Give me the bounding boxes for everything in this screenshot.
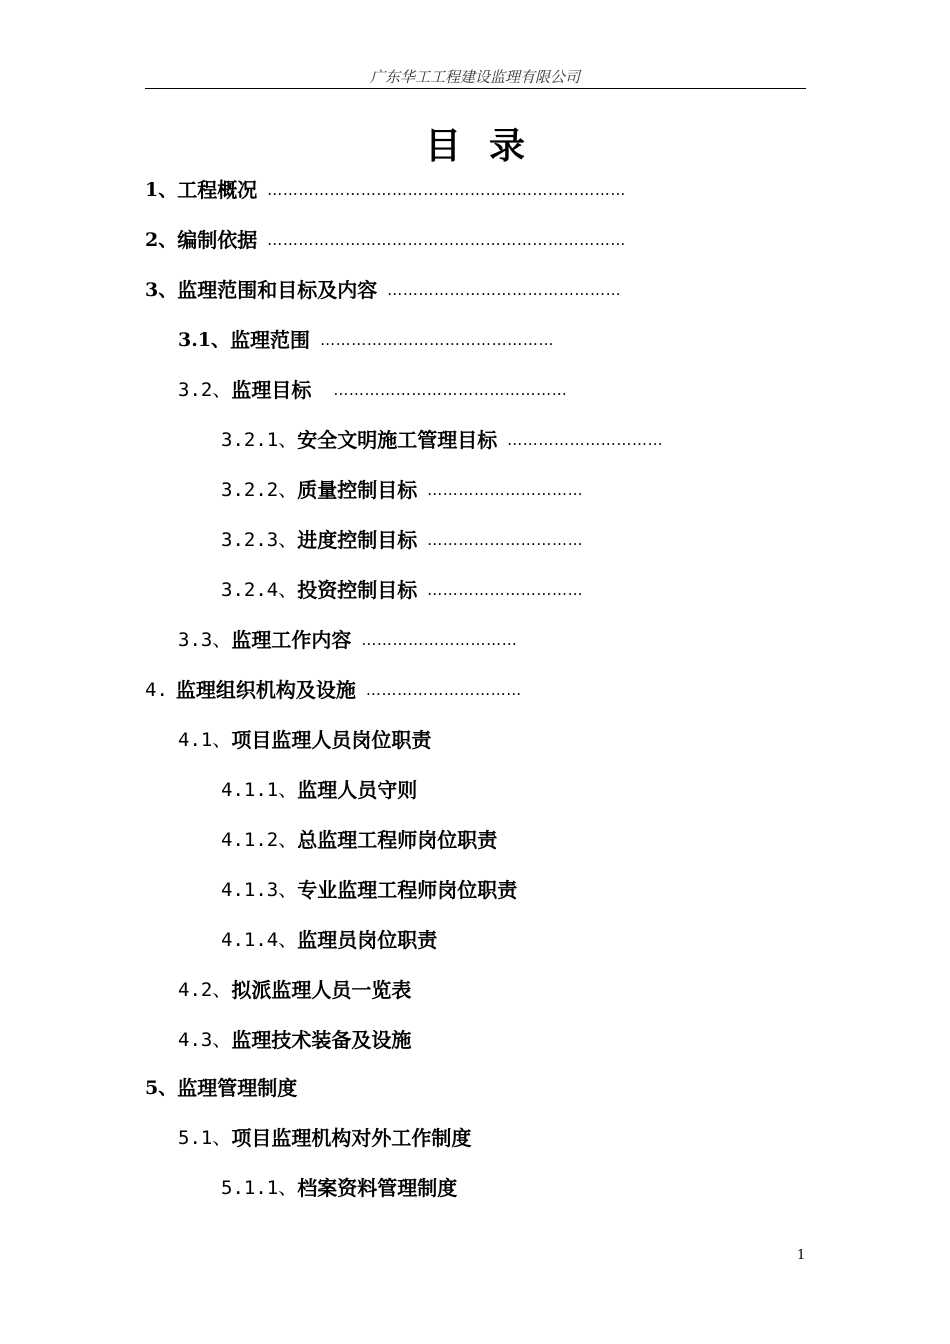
- toc-entry-number: 4.3、: [178, 1029, 232, 1051]
- toc-entry-label: 编制依据: [177, 228, 258, 252]
- toc-entry-4[interactable]: [145, 675, 522, 705]
- toc-entry-label: 监理工作内容: [231, 628, 352, 652]
- toc-entry-number: 3.2.4、: [221, 579, 298, 601]
- toc-entry-leader: …………………………: [427, 531, 584, 549]
- toc-entry-number: 3.2.2、: [221, 479, 298, 501]
- toc-entry-5-1-1[interactable]: [221, 1173, 457, 1203]
- toc-entry-3-1[interactable]: [178, 325, 554, 355]
- toc-entry-number: 4.: [145, 679, 168, 701]
- header-company-name: 广东华工工程建设监理有限公司: [369, 68, 580, 86]
- toc-entry-3-2-2[interactable]: [221, 475, 583, 505]
- toc-entry-label: 质量控制目标: [297, 478, 418, 502]
- toc-entry-leader: …………………………: [427, 581, 584, 599]
- toc-entry-label: 监理范围: [230, 328, 311, 352]
- toc-entry-label: 监理组织机构及设施: [175, 678, 356, 702]
- toc-entry-4-1[interactable]: [178, 725, 431, 755]
- toc-entry-number: 4.1.3、: [221, 879, 298, 901]
- toc-entry-3-2-1[interactable]: [221, 425, 663, 455]
- toc-entry-label: 投资控制目标: [297, 578, 418, 602]
- toc-entry-5-1[interactable]: [178, 1123, 471, 1153]
- toc-entry-leader: ……………………………………………………………: [267, 231, 627, 249]
- toc-entry-1[interactable]: [145, 175, 626, 205]
- toc-entry-leader: ……………………………………………………………: [267, 181, 627, 199]
- toc-entry-3-2-3[interactable]: [221, 525, 583, 555]
- toc-entry-number: 5、: [145, 1077, 178, 1099]
- toc-entry-number: 3.2、: [178, 379, 232, 401]
- toc-entry-5[interactable]: [145, 1073, 297, 1103]
- toc-entry-leader: ………………………………………: [333, 381, 568, 399]
- toc-entry-2[interactable]: [145, 225, 626, 255]
- toc-entry-number: 3.1、: [178, 329, 231, 351]
- toc-entry-label: 监理人员守则: [297, 778, 418, 802]
- toc-entry-label: 监理管理制度: [177, 1076, 298, 1100]
- toc-entry-label: 总监理工程师岗位职责: [297, 828, 498, 852]
- toc-entry-leader: ………………………………………: [387, 281, 622, 299]
- toc-entry-label: 项目监理机构对外工作制度: [231, 1126, 472, 1150]
- toc-entry-label: 进度控制目标: [297, 528, 418, 552]
- toc-entry-number: 3.2.3、: [221, 529, 298, 551]
- toc-entry-label: 拟派监理人员一览表: [231, 978, 412, 1002]
- toc-entry-4-1-4[interactable]: [221, 925, 437, 955]
- toc-entry-leader: …………………………: [427, 481, 584, 499]
- toc-entry-number: 3.3、: [178, 629, 232, 651]
- toc-entry-label: 监理员岗位职责: [297, 928, 438, 952]
- toc-entry-number: 2、: [145, 229, 178, 251]
- toc-entry-4-1-3[interactable]: [221, 875, 517, 905]
- toc-entry-leader: …………………………: [365, 681, 522, 699]
- toc-entry-leader: ………………………………………: [320, 331, 555, 349]
- toc-entry-label: 安全文明施工管理目标: [297, 428, 498, 452]
- toc-entry-4-1-1[interactable]: [221, 775, 417, 805]
- toc-entry-label: 监理目标: [231, 378, 312, 402]
- toc-entry-number: 3.2.1、: [221, 429, 298, 451]
- toc-entry-number: 4.1、: [178, 729, 232, 751]
- toc-entry-3-3[interactable]: [178, 625, 517, 655]
- toc-entry-3-2[interactable]: [178, 375, 567, 405]
- toc-entry-label: 监理技术装备及设施: [231, 1028, 412, 1052]
- toc-entry-leader: …………………………: [507, 431, 664, 449]
- toc-entry-number: 4.2、: [178, 979, 232, 1001]
- toc-entry-4-2[interactable]: [178, 975, 411, 1005]
- toc-entry-number: 1、: [145, 179, 178, 201]
- page-title: 目录: [424, 125, 553, 167]
- toc-entry-label: 项目监理人员岗位职责: [231, 728, 432, 752]
- toc-entry-3[interactable]: [145, 275, 621, 305]
- toc-entry-4-3[interactable]: [178, 1025, 411, 1055]
- toc-entry-4-1-2[interactable]: [221, 825, 497, 855]
- toc-entry-number: 5.1、: [178, 1127, 232, 1149]
- toc-entry-number: 4.1.4、: [221, 929, 298, 951]
- toc-entry-3-2-4[interactable]: [221, 575, 583, 605]
- toc-entry-number: 3、: [145, 279, 178, 301]
- toc-entry-number: 4.1.1、: [221, 779, 298, 801]
- toc-entry-leader: …………………………: [361, 631, 518, 649]
- toc-entry-number: 5.1.1、: [221, 1177, 298, 1199]
- toc-entry-label: 工程概况: [177, 178, 258, 202]
- toc-entry-label: 监理范围和目标及内容: [177, 278, 378, 302]
- toc-entry-label: 专业监理工程师岗位职责: [297, 878, 518, 902]
- page-number: 1: [797, 1248, 806, 1263]
- header-divider: [145, 88, 806, 89]
- toc-entry-label: 档案资料管理制度: [297, 1176, 458, 1200]
- toc-entry-number: 4.1.2、: [221, 829, 298, 851]
